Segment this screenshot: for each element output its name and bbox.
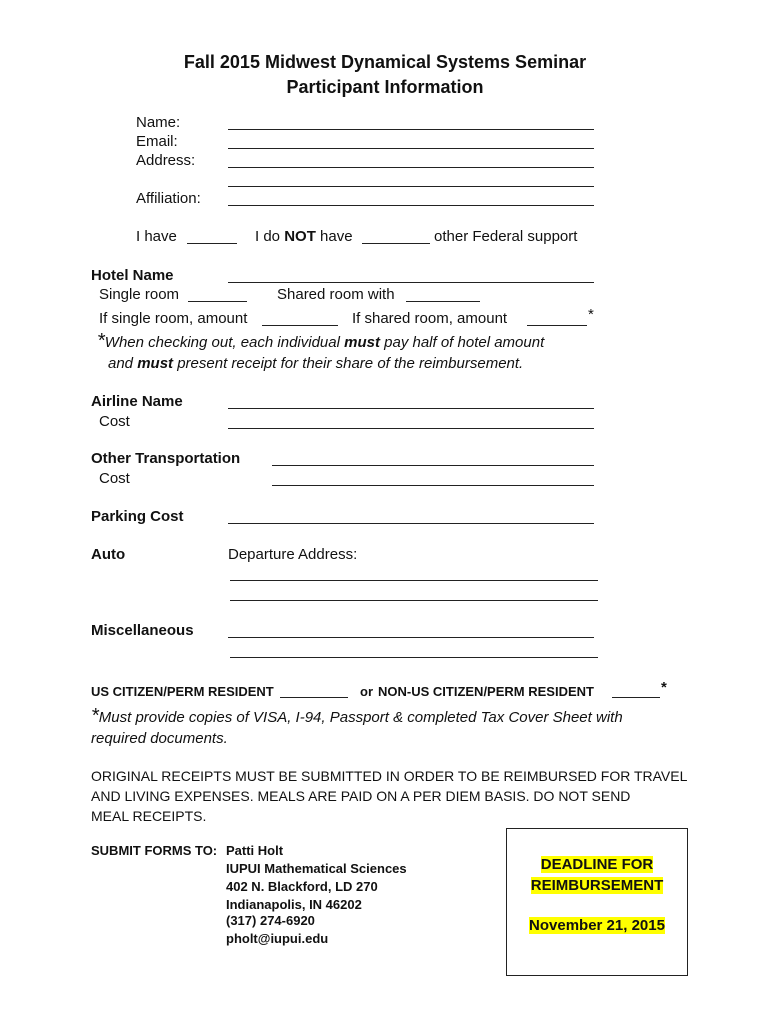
airline-name-field[interactable] xyxy=(228,408,594,409)
other-transport-field[interactable] xyxy=(272,465,594,466)
us-citizen-label: US CITIZEN/PERM RESIDENT xyxy=(91,684,274,699)
receipts-notice-line3: MEAL RECEIPTS. xyxy=(91,808,207,824)
address-field-2[interactable] xyxy=(228,186,594,187)
submit-forms-label: SUBMIT FORMS TO: xyxy=(91,843,218,858)
us-citizen-field[interactable] xyxy=(280,697,348,698)
shared-amount-field[interactable] xyxy=(527,325,587,326)
receipts-notice-line1: ORIGINAL RECEIPTS MUST BE SUBMITTED IN ORDER TO BE REIMBURSED FOR TRAVEL xyxy=(91,768,688,784)
shared-amount-asterisk: * xyxy=(588,306,594,323)
miscellaneous-label: Miscellaneous xyxy=(91,622,194,639)
submit-department: IUPUI Mathematical Sciences xyxy=(226,861,407,876)
airline-cost-label: Cost xyxy=(99,413,130,430)
miscellaneous-field-2[interactable] xyxy=(230,657,598,658)
hotel-name-field[interactable] xyxy=(228,282,594,283)
other-transport-label: Other Transportation xyxy=(91,450,241,467)
hotel-name-label: Hotel Name xyxy=(91,267,174,284)
deadline-heading-line1: DEADLINE FOR xyxy=(540,856,654,873)
submit-contact-name: Patti Holt xyxy=(226,843,284,858)
departure-address-field-2[interactable] xyxy=(230,600,598,601)
parking-cost-field[interactable] xyxy=(228,523,594,524)
single-amount-label: If single room, amount xyxy=(99,310,248,327)
federal-support-label: other Federal support xyxy=(434,228,578,245)
address-field-1[interactable] xyxy=(228,167,594,168)
deadline-box xyxy=(506,828,688,976)
non-us-asterisk: * xyxy=(661,679,667,696)
other-transport-cost-label: Cost xyxy=(99,470,130,487)
single-amount-field[interactable] xyxy=(262,325,338,326)
submit-email: pholt@iupui.edu xyxy=(226,931,329,946)
single-room-label: Single room xyxy=(99,286,180,303)
residency-note-line1: *Must provide copies of VISA, I-94, Passport & completed Tax Cover Sheet with xyxy=(91,705,623,727)
deadline-heading-line2: REIMBURSEMENT xyxy=(530,877,664,894)
submit-city: Indianapolis, IN 46202 xyxy=(226,897,362,912)
non-us-citizen-label: NON-US CITIZEN/PERM RESIDENT xyxy=(378,684,594,699)
page-title: Fall 2015 Midwest Dynamical Systems Seminar xyxy=(183,52,587,72)
departure-address-label: Departure Address: xyxy=(228,546,358,563)
name-label: Name: xyxy=(136,114,181,131)
submit-phone: (317) 274-6920 xyxy=(226,913,315,928)
i-have-label: I have xyxy=(136,228,177,245)
miscellaneous-field-1[interactable] xyxy=(228,637,594,638)
name-field[interactable] xyxy=(228,129,594,130)
receipts-notice-line2: AND LIVING EXPENSES. MEALS ARE PAID ON A PER DIEM BASIS. DO NOT SEND xyxy=(91,788,631,804)
submit-street: 402 N. Blackford, LD 270 xyxy=(226,879,378,894)
parking-cost-label: Parking Cost xyxy=(91,508,184,525)
email-field[interactable] xyxy=(228,148,594,149)
address-label: Address: xyxy=(136,152,196,169)
shared-room-label: Shared room with xyxy=(277,286,395,303)
shared-room-field[interactable] xyxy=(406,301,480,302)
affiliation-field[interactable] xyxy=(228,205,594,206)
residency-or-label: or xyxy=(360,684,373,699)
deadline-date: November 21, 2015 xyxy=(529,917,665,934)
affiliation-label: Affiliation: xyxy=(136,190,201,207)
airline-name-label: Airline Name xyxy=(91,393,183,410)
hotel-note-line2: and must present receipt for their share of the reimbursement. xyxy=(108,355,524,372)
auto-label: Auto xyxy=(91,546,126,563)
i-do-not-have-field[interactable] xyxy=(362,243,430,244)
other-transport-cost-field[interactable] xyxy=(272,485,594,486)
single-room-field[interactable] xyxy=(188,301,247,302)
email-label: Email: xyxy=(136,133,178,150)
shared-amount-label: If shared room, amount xyxy=(352,310,508,327)
i-have-field[interactable] xyxy=(187,243,237,244)
i-do-not-have-label: I do NOT have xyxy=(255,228,353,245)
airline-cost-field[interactable] xyxy=(228,428,594,429)
page-subtitle: Participant Information xyxy=(286,77,484,97)
hotel-note-line1: *When checking out, each individual must pay half of hotel amount xyxy=(97,330,545,352)
departure-address-field-1[interactable] xyxy=(230,580,598,581)
non-us-citizen-field[interactable] xyxy=(612,697,660,698)
residency-note-line2: required documents. xyxy=(91,730,228,747)
